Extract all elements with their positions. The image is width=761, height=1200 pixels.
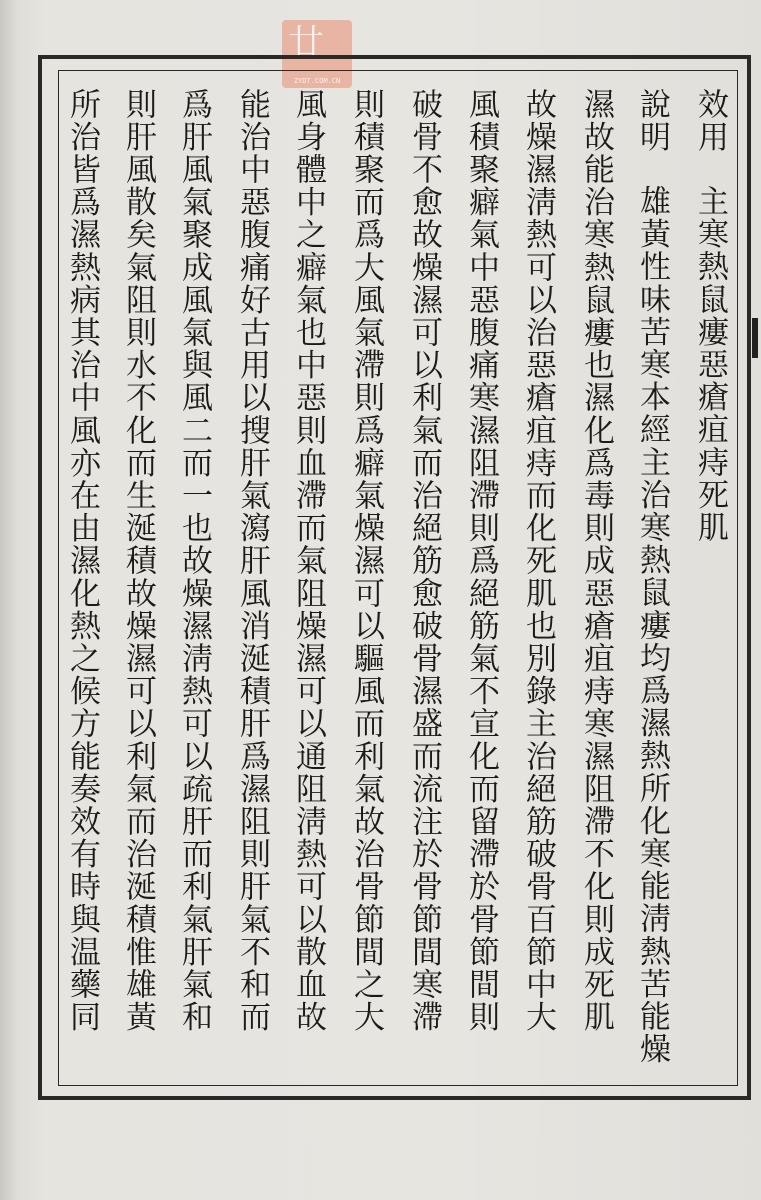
page-edge-mark [752,318,758,358]
text-column-8: 風身體中之癖氣也中惡則血滯而氣阻燥濕可以通阻淸熱可以散血故 [290,88,326,1034]
text-column-10: 爲肝風氣聚成風氣與風二而一也故燥濕淸熱可以疏肝而利氣肝氣和 [176,88,212,1034]
text-column-4: 故燥濕淸熱可以治惡瘡疽痔而化死肌也別錄主治絕筋破骨百節中大 [520,88,556,1034]
column-text: 主寒熱鼠瘻惡瘡疽痔死肌 [692,185,728,544]
stamp-glyph: 廿 [288,23,325,64]
text-column-5: 風積聚癖氣中惡腹痛寒濕阻滯則爲絕筋氣不宣化而留滯於骨節間則 [463,88,499,1034]
section-heading-efficacy: 效用 [692,88,728,154]
text-column-12: 所治皆爲濕熱病其治中風亦在由濕化熱之候方能奏效有時與温藥同 [64,88,100,1034]
text-column-1 [692,88,728,544]
text-column-2 [634,88,670,1066]
page-binding-fold [0,0,16,1200]
text-column-9: 能治中惡腹痛好古用以搜肝氣瀉肝風消涎積肝爲濕阻則肝氣不和而 [234,88,270,1034]
text-column-3: 濕故能治寒熱鼠瘻也濕化爲毒則成惡瘡疽痔寒濕阻滯不化則成死肌 [578,88,614,1034]
column-text: 雄黃性味苦寒本經主治寒熱鼠瘻均爲濕熱所化寒能淸熱苦能燥 [634,185,670,1066]
text-column-6: 破骨不愈故燥濕可以利氣而治絕筋愈破骨濕盛而流注於骨節間寒滯 [406,88,442,1034]
section-heading-explanation: 說明 [634,88,670,154]
text-column-11: 則肝風散矣氣阻則水不化而生涎積故燥濕可以利氣而治涎積惟雄黃 [120,88,156,1034]
text-column-7: 則積聚而爲大風氣滯則爲癖氣燥濕可以驅風而利氣故治骨節間之大 [348,88,384,1034]
stamp-caption: ZYDT.COM.CN [293,77,341,85]
